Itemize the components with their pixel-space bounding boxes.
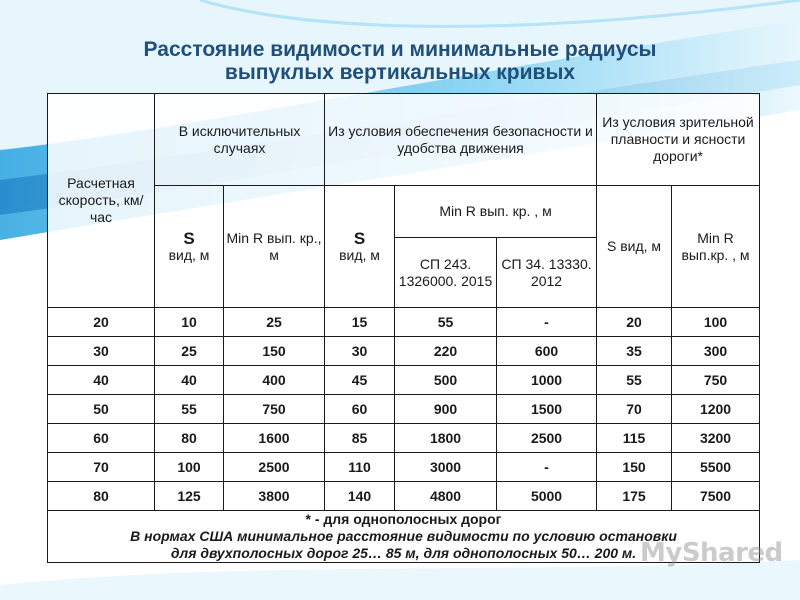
table-row: [48, 482, 760, 511]
table-cell: 35: [597, 337, 672, 366]
table-cell: 100: [672, 308, 760, 337]
table-cell: -: [497, 453, 597, 482]
page-title: [30, 38, 770, 84]
header-sp34: СП 34. 13330. 2012: [497, 238, 597, 308]
table-cell: 50: [48, 395, 155, 424]
table-cell: 3200: [672, 424, 760, 453]
table-cell: 55: [395, 308, 497, 337]
table-row: [48, 395, 760, 424]
table-cell: 140: [325, 482, 395, 511]
title-line-1: Расстояние видимости и минимальные радиусы: [143, 38, 657, 61]
table-cell: 1200: [672, 395, 760, 424]
header-s-visual: S вид, м: [597, 186, 672, 308]
table-cell: 85: [325, 424, 395, 453]
table-cell: 1000: [497, 366, 597, 395]
table-cell: 750: [672, 366, 760, 395]
table-cell: 100: [155, 453, 224, 482]
footnote-single-lane: * - для однополосных дорог: [305, 511, 502, 527]
table-cell: 500: [395, 366, 497, 395]
table-cell: 2500: [497, 424, 597, 453]
header-group-safety: Из условия обеспечения безопасности и удобства движения: [325, 94, 597, 186]
header-s-safety: [325, 186, 395, 308]
header-minr-exceptional: Min R вып. кр., м: [224, 186, 325, 308]
table-cell: 3800: [224, 482, 325, 511]
table-cell: 60: [325, 395, 395, 424]
table-cell: 70: [597, 395, 672, 424]
table-cell: 20: [597, 308, 672, 337]
header-s-exceptional: [155, 186, 224, 308]
table-cell: 60: [48, 424, 155, 453]
table-cell: 150: [224, 337, 325, 366]
table-cell: 5000: [497, 482, 597, 511]
header-speed: Расчетная скорость, км/час: [48, 94, 155, 308]
header-s-unit: вид, м: [339, 246, 380, 263]
table-cell: 25: [155, 337, 224, 366]
table-row: [48, 453, 760, 482]
title-line-2: выпуклых вертикальных кривых: [224, 61, 576, 84]
header-group-exceptional: В исключительных случаях: [155, 94, 325, 186]
table-cell: 45: [325, 366, 395, 395]
table-row: [48, 366, 760, 395]
header-minr-visual: Min R вып.кр. , м: [672, 186, 760, 308]
table-cell: 30: [325, 337, 395, 366]
header-s-letter: S: [353, 228, 366, 248]
table-cell: 3000: [395, 453, 497, 482]
table-cell: 70: [48, 453, 155, 482]
watermark-logo: MyShared: [640, 538, 783, 568]
table-row: [48, 424, 760, 453]
table-cell: 125: [155, 482, 224, 511]
table-cell: 115: [597, 424, 672, 453]
table-cell: 750: [224, 395, 325, 424]
header-s-unit: вид, м: [168, 246, 210, 263]
table-cell: 15: [325, 308, 395, 337]
table-cell: 10: [155, 308, 224, 337]
table-cell: 25: [224, 308, 325, 337]
table-cell: 900: [395, 395, 497, 424]
footnote-usa-norms: В нормах США минимальное расстояние видимости по условию остановки: [130, 528, 677, 544]
table-cell: 1500: [497, 395, 597, 424]
table-body: [48, 308, 760, 511]
table-cell: 40: [155, 366, 224, 395]
table-cell: 1600: [224, 424, 325, 453]
table-cell: 600: [497, 337, 597, 366]
table-cell: 400: [224, 366, 325, 395]
table-cell: 2500: [224, 453, 325, 482]
header-s-letter: S: [183, 228, 195, 248]
header-minr-safety: Min R вып. кр. , м: [395, 186, 597, 238]
table-cell: 7500: [672, 482, 760, 511]
table-cell: 4800: [395, 482, 497, 511]
table-cell: 175: [597, 482, 672, 511]
table-cell: 80: [48, 482, 155, 511]
table-row: [48, 337, 760, 366]
footnote-usa-distances: для двухполосных дорог 25… 85 м, для однополосных 50… 200 м.: [170, 545, 637, 561]
table-cell: 20: [48, 308, 155, 337]
table-cell: 150: [597, 453, 672, 482]
table-cell: 80: [155, 424, 224, 453]
table-cell: 300: [672, 337, 760, 366]
table-cell: 40: [48, 366, 155, 395]
table-cell: 1800: [395, 424, 497, 453]
table-row: [48, 308, 760, 337]
table-cell: -: [497, 308, 597, 337]
header-sp243: СП 243. 1326000. 2015: [395, 238, 497, 308]
visibility-table: [47, 93, 760, 563]
table-cell: 30: [48, 337, 155, 366]
table-cell: 220: [395, 337, 497, 366]
table-cell: 55: [597, 366, 672, 395]
table-cell: 110: [325, 453, 395, 482]
table-cell: 55: [155, 395, 224, 424]
header-group-visual: Из условия зрительной плавности и ясности дороги*: [597, 94, 760, 186]
table-cell: 5500: [672, 453, 760, 482]
